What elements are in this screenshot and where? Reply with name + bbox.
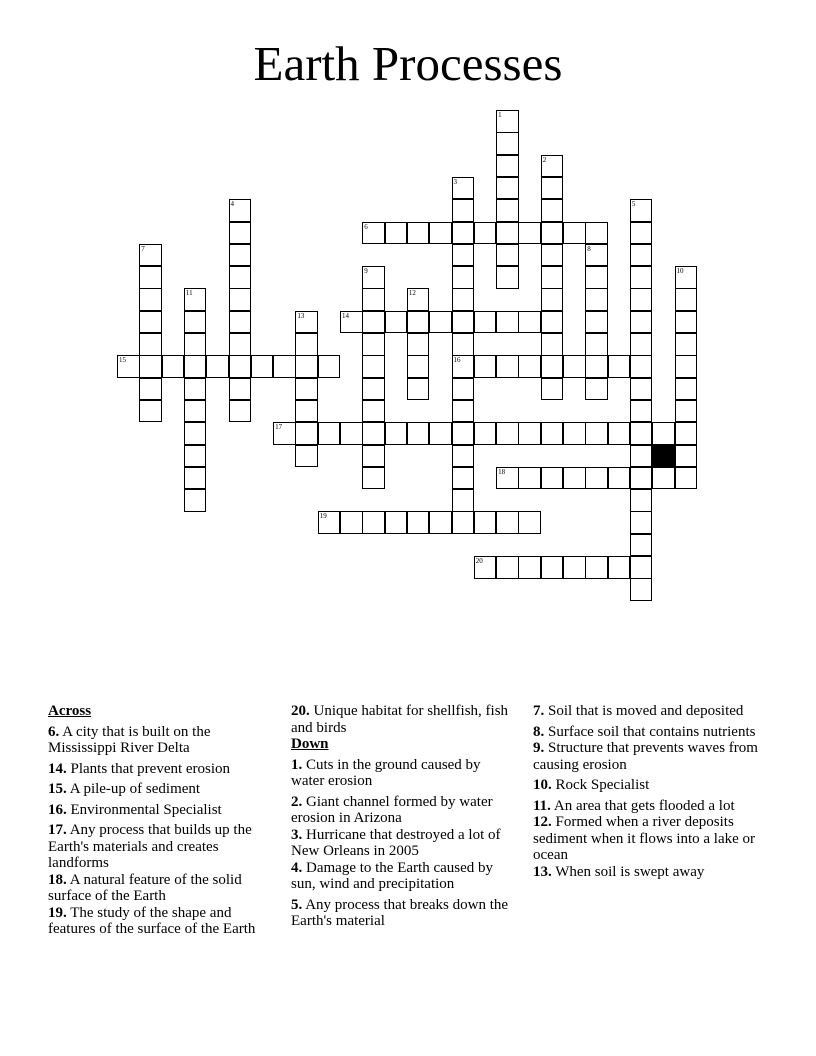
clue-across-18	[48, 872, 274, 905]
clue-number-label: 12	[408, 289, 416, 298]
clue-across-15	[48, 781, 274, 798]
grid-cell[interactable]	[184, 333, 207, 356]
grid-cell[interactable]	[652, 467, 675, 490]
grid-cell[interactable]	[452, 422, 475, 445]
grid-cell[interactable]	[630, 556, 653, 579]
grid-cell[interactable]	[496, 110, 519, 133]
clue-number-label: 17	[275, 423, 283, 432]
grid-cell[interactable]	[518, 422, 541, 445]
grid-cell[interactable]	[452, 511, 475, 534]
grid-cell[interactable]	[474, 556, 497, 579]
grid-cell[interactable]	[585, 222, 608, 245]
grid-cell[interactable]	[452, 355, 475, 378]
grid-cell[interactable]	[541, 199, 564, 222]
clue-number: 6.	[48, 723, 60, 740]
clue-number-label: 5	[631, 200, 636, 209]
grid-cell[interactable]	[585, 311, 608, 334]
grid-cell[interactable]	[295, 378, 318, 401]
grid-cell[interactable]	[630, 400, 653, 423]
clue-text: Structure that prevents waves from causing erosion	[533, 740, 758, 773]
clue-number: 15.	[48, 781, 67, 797]
grid-cell[interactable]	[184, 355, 207, 378]
grid-cell[interactable]	[452, 311, 475, 334]
grid-cell[interactable]	[496, 177, 519, 200]
clue-number: 9.	[533, 740, 545, 756]
grid-cell[interactable]	[608, 467, 631, 490]
clue-number-label: 18	[498, 467, 506, 476]
clue-number: 1.	[291, 756, 303, 773]
grid-cell[interactable]	[229, 288, 252, 311]
down-heading: Down	[291, 736, 329, 752]
clue-text: A natural feature of the solid surface of the Earth	[48, 871, 242, 904]
grid-cell[interactable]	[452, 222, 475, 245]
clue-number: 12.	[533, 814, 552, 830]
grid-cell[interactable]	[407, 288, 430, 311]
clue-number: 18.	[48, 871, 67, 888]
grid-cell[interactable]	[452, 445, 475, 468]
grid-cell[interactable]	[608, 355, 631, 378]
grid-cell[interactable]	[585, 355, 608, 378]
grid-cell[interactable]	[496, 355, 519, 378]
clue-text: Formed when a river deposits sediment when it flows into a lake or ocean	[533, 814, 756, 863]
grid-cell[interactable]	[675, 400, 698, 423]
grid-cell[interactable]	[229, 400, 252, 423]
clue-number-label: 7	[141, 244, 145, 253]
grid-cell[interactable]	[229, 378, 252, 401]
clue-down-3	[291, 827, 517, 860]
grid-cell[interactable]	[229, 222, 252, 245]
grid-cell[interactable]	[541, 378, 564, 401]
grid-cell[interactable]	[496, 244, 519, 267]
grid-cell[interactable]	[295, 422, 318, 445]
clues-column-3	[533, 703, 759, 880]
grid-cell[interactable]	[474, 511, 497, 534]
grid-cell[interactable]	[452, 467, 475, 490]
page-title: Earth Processes	[253, 36, 563, 91]
clue-number: 4.	[291, 859, 303, 876]
clue-text: A city that is built on the Mississippi River Delta	[48, 723, 211, 756]
grid-cell[interactable]	[496, 155, 519, 178]
grid-cell[interactable]	[496, 467, 519, 490]
grid-cell[interactable]	[652, 422, 675, 445]
grid-cell[interactable]	[295, 355, 318, 378]
grid-cell[interactable]	[630, 467, 653, 490]
grid-cell[interactable]	[541, 467, 564, 490]
grid-cell[interactable]	[541, 288, 564, 311]
grid-cell[interactable]	[675, 378, 698, 401]
clue-number-label: 1	[498, 111, 502, 119]
grid-cell[interactable]	[452, 400, 475, 423]
grid-cell[interactable]	[362, 355, 385, 378]
grid-cell[interactable]	[229, 311, 252, 334]
clue-text: Giant channel formed by water erosion in Arizona	[291, 793, 493, 826]
clue-number-label: 15	[119, 356, 126, 365]
clue-text: Cuts in the ground caused by water erosion	[291, 756, 481, 789]
clues-column-1	[48, 703, 274, 938]
grid-cell[interactable]	[474, 222, 497, 245]
clue-text: The study of the shape and features of the surface of the Earth	[48, 904, 256, 937]
grid-cell[interactable]	[184, 311, 207, 334]
grid-cell[interactable]	[184, 445, 207, 468]
grid-cell[interactable]	[273, 355, 296, 378]
grid-cell[interactable]	[630, 266, 653, 289]
grid-cell[interactable]	[184, 288, 207, 311]
grid-cell[interactable]	[362, 333, 385, 356]
clue-number: 13.	[533, 863, 552, 880]
grid-cell[interactable]	[385, 511, 408, 534]
grid-cell[interactable]	[518, 355, 541, 378]
grid-cell[interactable]	[630, 199, 653, 222]
clue-text: Damage to the Earth caused by sun, wind and precipitation	[291, 859, 494, 892]
grid-cell[interactable]	[563, 467, 586, 490]
grid-cell[interactable]	[318, 511, 341, 534]
grid-cell[interactable]	[675, 355, 698, 378]
grid-cell[interactable]	[630, 534, 653, 557]
clue-text: Surface soil that contains nutrients	[548, 723, 756, 740]
grid-cell[interactable]	[630, 222, 653, 245]
grid-cell[interactable]	[541, 244, 564, 267]
grid-cell[interactable]	[496, 266, 519, 289]
clue-down-11	[533, 798, 759, 815]
grid-cell[interactable]	[139, 378, 162, 401]
grid-cell[interactable]	[474, 311, 497, 334]
clue-down-13	[533, 864, 759, 881]
clue-across-17	[48, 822, 274, 872]
clue-text: Plants that prevent erosion	[70, 760, 231, 777]
grid-cell[interactable]	[139, 355, 162, 378]
clue-number: 11.	[533, 797, 551, 814]
grid-cell[interactable]	[162, 355, 185, 378]
grid-cell[interactable]	[585, 244, 608, 267]
clue-number-label: 2	[542, 155, 547, 164]
grid-cell[interactable]	[139, 333, 162, 356]
clue-text: When soil is swept away	[555, 863, 705, 880]
grid-cell[interactable]	[563, 355, 586, 378]
grid-cell[interactable]	[429, 422, 452, 445]
clue-across-16	[48, 802, 274, 819]
clue-number-label: 8	[587, 244, 591, 253]
clue-number: 2.	[291, 793, 303, 810]
grid-cell[interactable]	[541, 333, 564, 356]
grid-cell[interactable]	[117, 355, 140, 378]
grid-cell[interactable]	[229, 244, 252, 267]
grid-cell[interactable]	[340, 511, 363, 534]
grid-cell[interactable]	[675, 422, 698, 445]
grid-cell[interactable]	[541, 177, 564, 200]
clue-number: 10.	[533, 777, 552, 793]
grid-cell[interactable]	[496, 311, 519, 334]
grid-cell[interactable]	[452, 266, 475, 289]
grid-cell[interactable]	[474, 355, 497, 378]
clue-down-7	[533, 703, 759, 720]
grid-cell[interactable]	[630, 378, 653, 401]
grid-cell[interactable]	[452, 333, 475, 356]
grid-cell[interactable]	[362, 266, 385, 289]
grid-cell[interactable]	[362, 222, 385, 245]
grid-cell[interactable]	[429, 222, 452, 245]
grid-cell[interactable]	[452, 489, 475, 512]
grid-cell[interactable]	[496, 511, 519, 534]
clue-down-8	[533, 724, 759, 741]
clue-number: 16.	[48, 801, 67, 818]
clue-number: 14.	[48, 760, 67, 777]
grid-cell[interactable]	[407, 333, 430, 356]
grid-cell[interactable]	[675, 266, 698, 289]
grid-cell[interactable]	[362, 378, 385, 401]
grid-cell[interactable]	[585, 266, 608, 289]
clue-number-label: 10	[676, 267, 684, 276]
clue-across-19	[48, 905, 274, 938]
clue-down-12	[533, 814, 759, 864]
grid-cell[interactable]	[407, 422, 430, 445]
clue-across-14	[48, 761, 274, 778]
grid-cell[interactable]	[362, 422, 385, 445]
grid-cell[interactable]	[608, 556, 631, 579]
grid-cell[interactable]	[630, 578, 653, 601]
grid-cell[interactable]	[139, 400, 162, 423]
grid-cell[interactable]	[184, 489, 207, 512]
grid-cell[interactable]	[318, 422, 341, 445]
grid-cell[interactable]	[429, 311, 452, 334]
grid-cell[interactable]	[184, 378, 207, 401]
grid-cell[interactable]	[251, 355, 274, 378]
grid-cell[interactable]	[675, 288, 698, 311]
grid-cell[interactable]	[496, 222, 519, 245]
grid-cell[interactable]	[340, 311, 363, 334]
grid-cell[interactable]	[518, 511, 541, 534]
grid-cell[interactable]	[675, 467, 698, 490]
grid-cell[interactable]	[630, 288, 653, 311]
grid-cell[interactable]	[585, 333, 608, 356]
clue-down-4	[291, 860, 517, 893]
clue-number: 3.	[291, 826, 303, 843]
grid-cell[interactable]	[318, 355, 341, 378]
clue-number-label: 6	[364, 222, 368, 231]
grid-cell[interactable]	[184, 467, 207, 490]
grid-cell[interactable]	[518, 467, 541, 490]
grid-cell[interactable]	[385, 311, 408, 334]
grid-cell[interactable]	[385, 422, 408, 445]
grid-cell[interactable]	[541, 222, 564, 245]
grid-cell[interactable]	[630, 422, 653, 445]
clue-down-9	[533, 740, 759, 773]
grid-cell[interactable]	[139, 244, 162, 267]
clues-column-2	[291, 703, 517, 930]
grid-cell[interactable]	[563, 422, 586, 445]
grid-cell[interactable]	[541, 266, 564, 289]
grid-cell[interactable]	[452, 288, 475, 311]
clue-down-1	[291, 757, 517, 790]
clue-number-label: 4	[230, 200, 234, 209]
grid-cell[interactable]	[429, 511, 452, 534]
clue-number: 20.	[291, 703, 310, 719]
grid-cell[interactable]	[452, 199, 475, 222]
clue-number-label: 13	[297, 311, 305, 320]
grid-cell[interactable]	[452, 378, 475, 401]
clue-down-5	[291, 897, 517, 930]
grid-cell[interactable]	[229, 355, 252, 378]
grid-cell[interactable]	[295, 445, 318, 468]
grid-cell[interactable]	[630, 333, 653, 356]
grid-cell[interactable]	[184, 400, 207, 423]
clue-down-10	[533, 777, 759, 794]
grid-cell[interactable]	[675, 445, 698, 468]
clue-across-20	[291, 703, 517, 736]
clue-number: 8.	[533, 723, 545, 740]
grid-cell[interactable]	[585, 422, 608, 445]
grid-cell[interactable]	[541, 556, 564, 579]
grid-cell[interactable]	[229, 199, 252, 222]
clue-number-label: 3	[453, 177, 457, 186]
grid-cell[interactable]	[295, 333, 318, 356]
grid-cell[interactable]	[295, 311, 318, 334]
grid-cell[interactable]	[452, 244, 475, 267]
grid-cell[interactable]	[630, 355, 653, 378]
clue-text: Hurricane that destroyed a lot of New Orleans in 2005	[291, 826, 501, 859]
grid-cell[interactable]	[518, 222, 541, 245]
grid-cell[interactable]	[407, 355, 430, 378]
grid-cell[interactable]	[630, 511, 653, 534]
clue-text: Environmental Specialist	[70, 801, 222, 818]
clue-number: 5.	[291, 896, 303, 913]
grid-cell[interactable]	[362, 511, 385, 534]
clue-text: Soil that is moved and deposited	[548, 703, 744, 719]
grid-cell[interactable]	[585, 556, 608, 579]
grid-cell[interactable]	[139, 311, 162, 334]
grid-cell[interactable]	[206, 355, 229, 378]
grid-cell[interactable]	[496, 132, 519, 155]
clue-number-label: 11	[185, 289, 193, 298]
grid-cell[interactable]	[229, 333, 252, 356]
clue-text: An area that gets flooded a lot	[553, 797, 735, 814]
grid-cell[interactable]	[608, 422, 631, 445]
grid-cell[interactable]	[563, 222, 586, 245]
grid-cell[interactable]	[340, 422, 363, 445]
clue-number-label: 14	[342, 311, 349, 320]
grid-cell[interactable]	[496, 422, 519, 445]
black-cell	[652, 445, 675, 468]
grid-cell[interactable]	[630, 489, 653, 512]
grid-cell[interactable]	[452, 177, 475, 200]
grid-cell[interactable]	[407, 222, 430, 245]
clue-number-label: 16	[453, 356, 461, 365]
grid-cell[interactable]	[184, 422, 207, 445]
grid-cell[interactable]	[518, 556, 541, 579]
across-heading: Across	[48, 703, 92, 719]
grid-cell[interactable]	[362, 311, 385, 334]
grid-cell[interactable]	[675, 311, 698, 334]
clue-number-label: 19	[319, 512, 327, 521]
clue-text: Rock Specialist	[555, 777, 650, 793]
clue-number: 7.	[533, 703, 545, 719]
grid-cell[interactable]	[630, 445, 653, 468]
clue-down-2	[291, 794, 517, 827]
grid-cell[interactable]	[630, 244, 653, 267]
grid-cell[interactable]	[385, 222, 408, 245]
clue-across-6	[48, 724, 274, 757]
grid-cell[interactable]	[585, 288, 608, 311]
grid-cell[interactable]	[273, 422, 296, 445]
grid-cell[interactable]	[139, 266, 162, 289]
grid-cell[interactable]	[362, 445, 385, 468]
grid-cell[interactable]	[496, 199, 519, 222]
clue-number-label: 9	[364, 267, 368, 276]
grid-cell[interactable]	[541, 155, 564, 178]
clue-text: Any process that builds up the Earth's materials and creates landforms	[48, 822, 252, 871]
grid-cell[interactable]	[407, 311, 430, 334]
grid-cell[interactable]	[630, 311, 653, 334]
grid-cell[interactable]	[585, 378, 608, 401]
grid-cell[interactable]	[407, 511, 430, 534]
grid-cell[interactable]	[585, 467, 608, 490]
grid-cell[interactable]	[362, 400, 385, 423]
grid-cell[interactable]	[362, 288, 385, 311]
grid-cell[interactable]	[675, 333, 698, 356]
clue-text: Any process that breaks down the Earth's material	[291, 896, 509, 929]
grid-cell[interactable]	[518, 311, 541, 334]
grid-cell[interactable]	[541, 311, 564, 334]
grid-cell[interactable]	[541, 355, 564, 378]
clue-number-label: 20	[475, 557, 483, 565]
grid-cell[interactable]	[295, 400, 318, 423]
grid-cell[interactable]	[362, 467, 385, 490]
grid-cell[interactable]	[407, 378, 430, 401]
clue-text: A pile-up of sediment	[69, 781, 201, 797]
grid-cell[interactable]	[541, 422, 564, 445]
grid-cell[interactable]	[563, 556, 586, 579]
clue-text: Unique habitat for shellfish, fish and birds	[291, 703, 509, 736]
clue-number: 19.	[48, 904, 67, 921]
grid-cell[interactable]	[496, 556, 519, 579]
clue-number: 17.	[48, 822, 67, 838]
grid-cell[interactable]	[229, 266, 252, 289]
grid-cell[interactable]	[474, 422, 497, 445]
grid-cell[interactable]	[139, 288, 162, 311]
